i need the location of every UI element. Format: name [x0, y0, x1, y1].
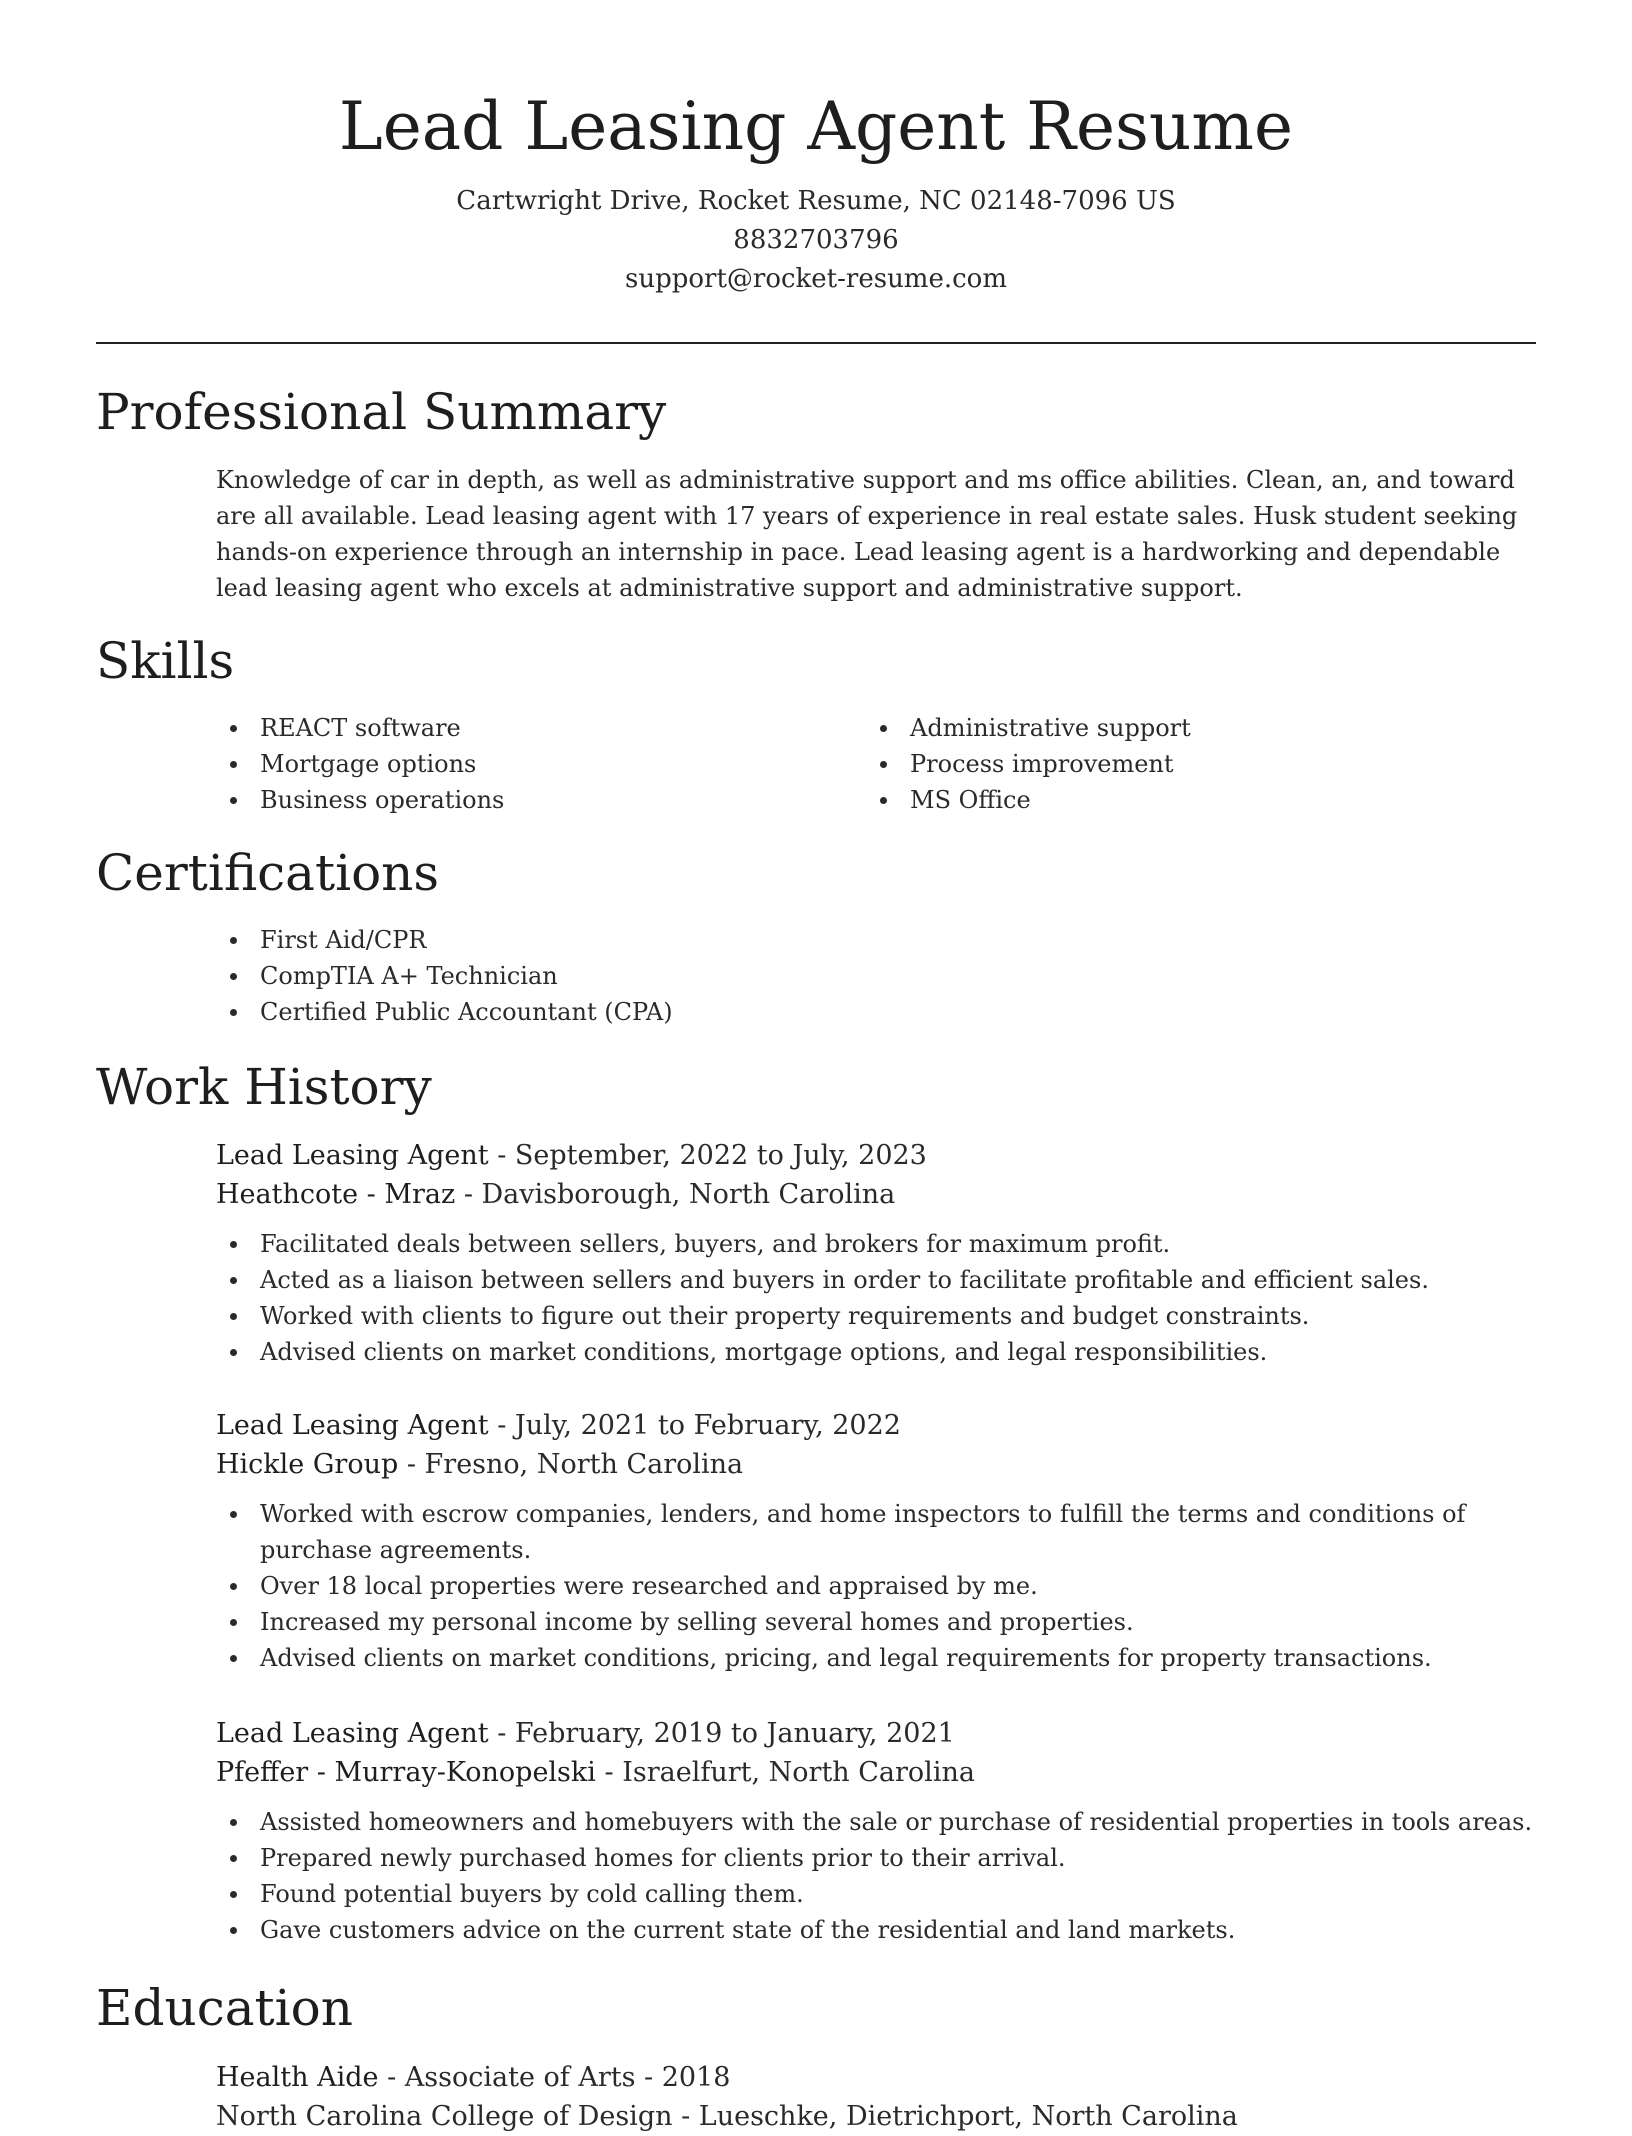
- bullet-icon: [230, 1277, 237, 1284]
- certifications-heading: Certifications: [96, 844, 440, 902]
- job-company: Hickle Group: [216, 1449, 399, 1480]
- bullet-icon: [880, 725, 887, 732]
- contact-phone: 8832703796: [733, 225, 899, 255]
- education-details: - Associate of Arts - 2018: [378, 2062, 731, 2093]
- job-title-line: [216, 1136, 1536, 1175]
- education-entry: [216, 2058, 1536, 2136]
- job-dates: - February, 2019 to January, 2021: [488, 1718, 955, 1749]
- job-duties: [216, 1226, 1536, 1370]
- bullet-icon: [230, 1619, 237, 1626]
- job-entry: [216, 1406, 1536, 1676]
- bullet-icon: [230, 1583, 237, 1590]
- job-duty: Increased my personal income by selling several homes and properties.: [260, 1604, 1536, 1640]
- skills-column-left: [216, 710, 836, 818]
- job-duty: Facilitated deals between sellers, buyers, and brokers for maximum profit.: [260, 1226, 1536, 1262]
- skill-item: Business operations: [260, 782, 836, 818]
- job-company-line: [216, 1175, 1536, 1214]
- job-duty: Advised clients on market conditions, mortgage options, and legal responsibilities.: [260, 1334, 1536, 1370]
- bullet-icon: [230, 725, 237, 732]
- bullet-icon: [230, 1511, 237, 1518]
- job-title: Lead Leasing Agent: [216, 1140, 489, 1171]
- job-entry: [216, 1136, 1536, 1370]
- summary-heading: Professional Summary: [96, 383, 667, 441]
- education-school: North Carolina College of Design - Lueschke, Dietrichport, North Carolina: [216, 2101, 1238, 2132]
- job-duty: Worked with escrow companies, lenders, and home inspectors to fulfill the terms and conditions of purchase agreements.: [260, 1496, 1536, 1568]
- certifications-list: [216, 922, 1536, 1030]
- job-title: Lead Leasing Agent: [216, 1718, 489, 1749]
- bullet-icon: [230, 797, 237, 804]
- job-company-line: [216, 1753, 1536, 1792]
- bullet-icon: [230, 973, 237, 980]
- skills-heading: Skills: [96, 632, 235, 690]
- bullet-icon: [230, 1313, 237, 1320]
- job-dates: - July, 2021 to February, 2022: [488, 1410, 901, 1441]
- resume-title: Lead Leasing Agent Resume: [338, 88, 1294, 165]
- education-degree: Health Aide: [216, 2062, 379, 2093]
- skill-item: MS Office: [910, 782, 1486, 818]
- job-duty: Assisted homeowners and homebuyers with the sale or purchase of residential properties in tools areas.: [260, 1804, 1536, 1840]
- job-dates: - September, 2022 to July, 2023: [488, 1140, 927, 1171]
- job-duties: [216, 1496, 1536, 1676]
- certification-item: CompTIA A+ Technician: [260, 958, 1536, 994]
- header-divider: [96, 342, 1536, 344]
- work-history-heading: Work History: [96, 1058, 432, 1116]
- job-duty: Found potential buyers by cold calling them.: [260, 1876, 1536, 1912]
- skills-column-right: [866, 710, 1486, 818]
- job-title-line: [216, 1406, 1536, 1445]
- summary-text: Knowledge of car in depth, as well as administrative support and ms office abilities. Clean, an, and toward are all available. Lead leasing agent with 17 years of experience in real estate sales. Husk student seeking hands-on experience through an internship in pace. Lead leasing agent is a hardworking and dependable lead leasing agent who excels at administrative support and administrative support.: [216, 466, 1518, 602]
- bullet-icon: [230, 1009, 237, 1016]
- job-title: Lead Leasing Agent: [216, 1410, 489, 1441]
- job-location: - Fresno, North Carolina: [398, 1449, 744, 1480]
- job-company: Pfeffer - Murray-Konopelski: [216, 1757, 596, 1788]
- job-company: Heathcote - Mraz: [216, 1179, 456, 1210]
- contact-address: Cartwright Drive, Rocket Resume, NC 02148-7096 US: [456, 186, 1176, 216]
- skill-item: Process improvement: [910, 746, 1486, 782]
- bullet-icon: [230, 1655, 237, 1662]
- contact-email: support@rocket-resume.com: [624, 264, 1007, 294]
- resume-header: [96, 82, 1536, 299]
- job-duties: [216, 1804, 1536, 1948]
- bullet-icon: [230, 1891, 237, 1898]
- skill-item: Mortgage options: [260, 746, 836, 782]
- bullet-icon: [230, 1927, 237, 1934]
- bullet-icon: [880, 797, 887, 804]
- job-location: - Israelfurt, North Carolina: [595, 1757, 975, 1788]
- job-duty: Over 18 local properties were researched and appraised by me.: [260, 1568, 1536, 1604]
- certification-item: First Aid/CPR: [260, 922, 1536, 958]
- bullet-icon: [230, 761, 237, 768]
- education-degree-line: [216, 2058, 1536, 2097]
- job-duty: Worked with clients to figure out their property requirements and budget constraints.: [260, 1298, 1536, 1334]
- certification-item: Certified Public Accountant (CPA): [260, 994, 1536, 1030]
- bullet-icon: [230, 937, 237, 944]
- bullet-icon: [230, 1241, 237, 1248]
- job-company-line: [216, 1445, 1536, 1484]
- job-duty: Prepared newly purchased homes for clients prior to their arrival.: [260, 1840, 1536, 1876]
- bullet-icon: [880, 761, 887, 768]
- bullet-icon: [230, 1349, 237, 1356]
- bullet-icon: [230, 1819, 237, 1826]
- skill-item: Administrative support: [910, 710, 1486, 746]
- job-duty: Advised clients on market conditions, pricing, and legal requirements for property transactions.: [260, 1640, 1536, 1676]
- job-entry: [216, 1714, 1536, 1948]
- job-duty: Gave customers advice on the current state of the residential and land markets.: [260, 1912, 1536, 1948]
- job-duty: Acted as a liaison between sellers and buyers in order to facilitate profitable and efficient sales.: [260, 1262, 1536, 1298]
- education-heading: Education: [96, 1979, 353, 2037]
- bullet-icon: [230, 1855, 237, 1862]
- job-title-line: [216, 1714, 1536, 1753]
- skill-item: REACT software: [260, 710, 836, 746]
- job-location: - Davisborough, North Carolina: [455, 1179, 896, 1210]
